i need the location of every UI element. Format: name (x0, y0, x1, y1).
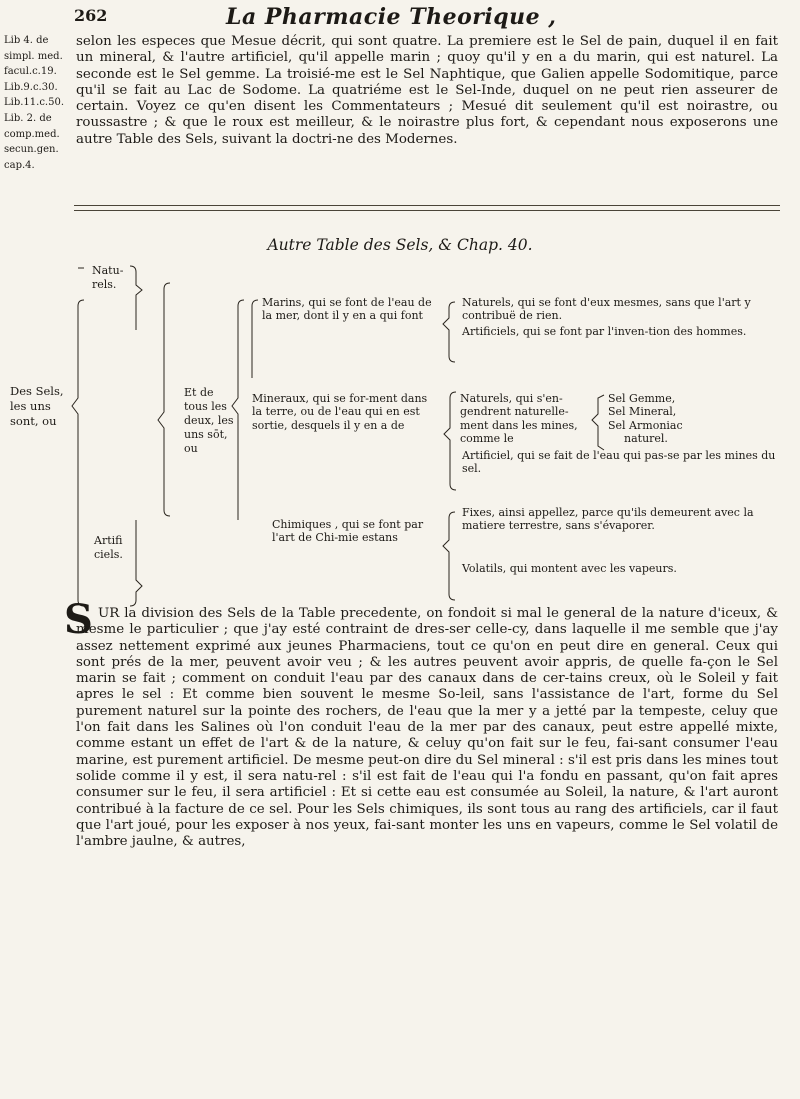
paragraph-division-des-sels: UR la division des Sels de la Table precedente, on fondoit si mal le general de la nature d'iceux, & mesme le particulier ; que j'ay esté contraint de dres-ser celle-cy, dans laquelle il me semble que j'ay assez nettement exprimé aux jeunes Pharmaciens, tout ce qu'on en peut dire en general. Ceux qui sont prés de la mer, peuvent avoir veu ; & les autres peuvent avoir appris, de quelle fa-çon le Sel marin se fait ; comment on conduit l'eau par des canaux dans de cer-tains creux, où le Soleil y fait apres le sel : Et comme bien souvent le mesme So-leil, sans l'assistance de l'art, forme du Sel purement naturel sur la pointe des rochers, de l'eau que la mer y a jetté par la tempeste, celuy que l'on fait dans les Salines où l'on conduit l'eau de la mer par des canaux, peut estre appellé mixte, comme estant un effet de l'art & de la nature, & celuy qu'on fait sur le feu, fai-sant consumer l'eau marine, est purement artificiel. De mesme peut-on dire du Sel mineral : s'il est pris dans les mines tout solide comme il y est, il sera natu-rel : s'il est fait de l'eau qui l'a fondu en passant, qu'on fait apres consumer sur le feu, il sera artificiel : Et si cette eau est consumée au Soleil, la nature, & l'art auront contribué à la facture de ce sel. Pour les Sels chimiques, ils sont tous au rang des artificiels, car il faut que l'art joué, pour les exposer à nos yeux, fai-sant monter les uns en vapeurs, comme le Sel volatil de l'ambre jaulne, & autres, (76, 606, 778, 850)
label-marins: Marins, qui se font de l'eau de la mer, dont il y en a qui font (262, 296, 432, 322)
label-chimiques: Chimiques , qui se font par l'art de Chi-mie estans (272, 518, 424, 545)
drop-cap: S (64, 596, 93, 643)
label-artificiels: Artifi ciels. (94, 534, 123, 561)
brace-sels-list (592, 395, 604, 450)
sel-item: Sel Armoniac (608, 418, 683, 432)
paragraph-mesue-salts: selon les especes que Mesue décrit, qui sont quatre. La premiere est le Sel de pain, duquel il en fait un mineral, & l'autre artificiel, qu'il appelle marin ; quoy qu'il y en a du marin, qui est naturel. La seconde est le Sel gemme. La troisié-me est le Sel Naphtique, que Galien appelle Sodomitique, parce qu'il se fait au Lac de Sodome. La quatriéme est le Sel-Inde, duquel on ne peut rien asseurer de certain. Voyez ce qu'en disent les Commentateurs ; Mesué dit seulement qu'il est noirastre, ou roussastre ; & que le roux est meilleur, & le noirastre plus fort, & cependant nous exposerons une autre Table des Sels, suivant la doctri-ne des Modernes. (76, 34, 778, 147)
margin-note: comp.med. (4, 128, 60, 140)
brace-marins (252, 300, 258, 378)
margin-note: cap.4. (4, 159, 35, 171)
sel-item: Sel Gemme, (608, 392, 676, 405)
label-des-sels: Des Sels, les uns sont, ou (10, 384, 64, 428)
brace-artificiels-side (130, 520, 142, 606)
label-et-de-tous: Et de tous les deux, les uns sōt, ou (184, 386, 234, 455)
label-mineraux-artificiel: Artificiel, qui se fait de l'eau qui pas-se par les mines du sel. (462, 449, 776, 476)
margin-references (4, 33, 74, 173)
margin-note: simpl. med. (4, 50, 63, 62)
margin-note: Lib.9.c.30. (4, 81, 58, 93)
page-number: 262 (74, 6, 108, 25)
sels-list (608, 392, 780, 446)
brace-chimiques-types (443, 512, 455, 600)
label-mineraux-naturels: Naturels, qui s'en-gendrent naturelle-ment dans les mines, comme le (460, 392, 578, 446)
brace-marins-types (443, 302, 455, 362)
sel-item: naturel. (624, 432, 668, 446)
label-marins-naturels: Naturels, qui se font d'eux mesmes, sans que l'art y contribuë de rien. (462, 296, 751, 322)
label-mineraux: Mineraux, qui se for-ment dans la terre, ou de l'eau qui en est sortie, desquels il y en a de (252, 392, 428, 432)
margin-note: secun.gen. (4, 144, 59, 156)
label-fixes: Fixes, ainsi appellez, parce qu'ils demeurent avec la matiere terrestre, sans s'évaporer. (462, 506, 754, 533)
sel-item: Sel Mineral, (608, 405, 677, 419)
running-head: La Pharmacie Theorique , (226, 4, 557, 30)
brace-des-sels (72, 300, 84, 606)
margin-note: Lib.11.c.50. (4, 97, 65, 109)
label-marins-artificiels: Artificiels, qui se font par l'inven-tion des hommes. (462, 325, 747, 338)
label-naturels: Natu-rels. (92, 264, 124, 291)
brace-mineraux-types (444, 392, 456, 490)
margin-note: Lib 4. de (4, 35, 49, 46)
divider-rule (74, 205, 780, 206)
label-volatils: Volatils, qui montent avec les vapeurs. (462, 562, 677, 575)
table-title: Autre Table des Sels, & Chap. 40. (267, 236, 533, 254)
divider-rule (74, 210, 780, 211)
brace-root (158, 283, 170, 516)
margin-note: facul.c.19. (4, 66, 57, 78)
margin-note: Lib. 2. de (4, 112, 52, 124)
